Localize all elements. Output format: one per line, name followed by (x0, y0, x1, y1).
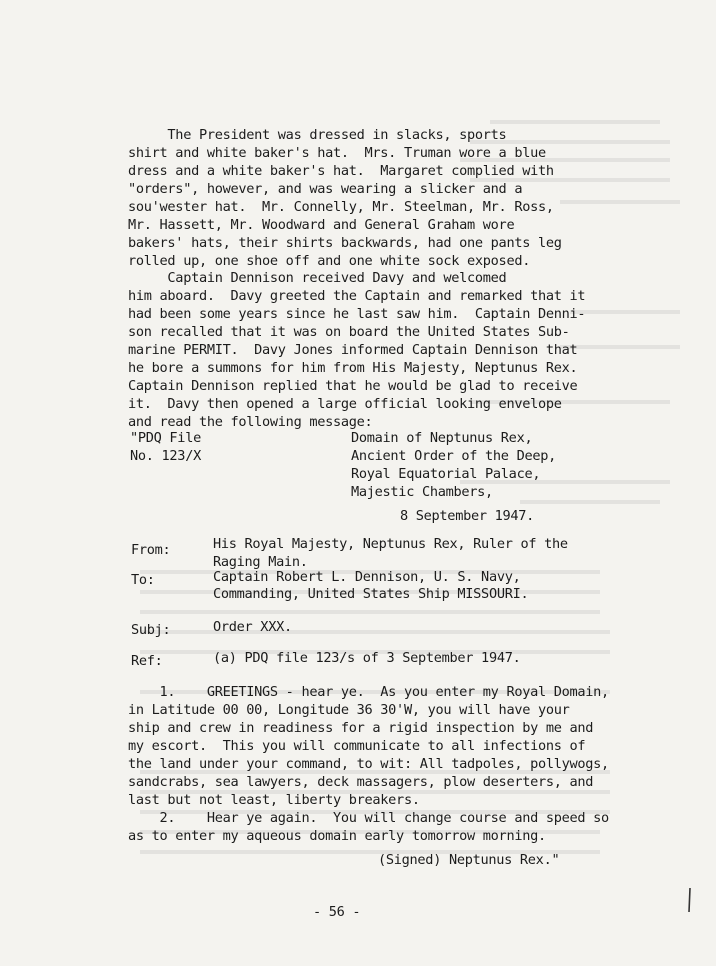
text-line: in Latitude 00 00, Longitude 36 30'W, you will have your (128, 702, 570, 718)
letter-date: 8 September 1947. (400, 508, 535, 524)
subject-value: Order XXX. (213, 619, 292, 635)
address-line: Domain of Neptunus Rex, (351, 430, 533, 446)
text-line: Captain Dennison replied that he would be glad to receive (128, 378, 578, 394)
address-line: Ancient Order of the Deep, (351, 448, 556, 464)
text-line: 1. GREETINGS - hear ye. As you enter my Royal Domain, (128, 684, 609, 700)
reference-label: Ref: (131, 653, 163, 669)
to-value-line: Captain Robert L. Dennison, U. S. Navy, (213, 569, 521, 585)
subject-label: Subj: (131, 622, 171, 638)
margin-mark (684, 886, 696, 916)
text-line: marine PERMIT. Davy Jones informed Captain Dennison that (128, 342, 578, 358)
text-line: son recalled that it was on board the United States Sub- (128, 324, 570, 340)
text-line: the land under your command, to wit: All tadpoles, pollywogs, (128, 756, 609, 772)
text-line: The President was dressed in slacks, sports (128, 127, 507, 143)
text-line: it. Davy then opened a large official looking envelope (128, 396, 562, 412)
text-line: he bore a summons for him from His Majesty, Neptunus Rex. (128, 360, 578, 376)
text-line: Mr. Hassett, Mr. Woodward and General Graham wore (128, 217, 515, 233)
text-line: ship and crew in readiness for a rigid inspection by me and (128, 720, 594, 736)
text-line: my escort. This you will communicate to all infections of (128, 738, 586, 754)
from-value-line: His Royal Majesty, Neptunus Rex, Ruler of the (213, 536, 568, 552)
text-line: and read the following message: (128, 414, 373, 430)
from-value-line: Raging Main. (213, 554, 308, 570)
reference-value: (a) PDQ file 123/s of 3 September 1947. (213, 650, 521, 666)
text-line: bakers' hats, their shirts backwards, had one pants leg (128, 235, 562, 251)
to-label: To: (131, 572, 155, 588)
text-line: rolled up, one shoe off and one white sock exposed. (128, 253, 531, 269)
text-line: sandcrabs, sea lawyers, deck massagers, plow deserters, and (128, 774, 594, 790)
text-line: sou'wester hat. Mr. Connelly, Mr. Steelman, Mr. Ross, (128, 199, 554, 215)
page-number: - 56 - (313, 904, 361, 920)
address-line: Royal Equatorial Palace, (351, 466, 541, 482)
text-line: shirt and white baker's hat. Mrs. Truman wore a blue (128, 145, 546, 161)
text-line: Captain Dennison received Davy and welcomed (128, 270, 507, 286)
file-ref-line: No. 123/X (130, 448, 201, 464)
to-value-line: Commanding, United States Ship MISSOURI. (213, 586, 529, 602)
signature: (Signed) Neptunus Rex." (378, 852, 560, 868)
from-label: From: (131, 542, 171, 558)
text-line: him aboard. Davy greeted the Captain and remarked that it (128, 288, 586, 304)
text-line: as to enter my aqueous domain early tomorrow morning. (128, 828, 546, 844)
text-line: last but not least, liberty breakers. (128, 792, 420, 808)
text-line: "orders", however, and was wearing a slicker and a (128, 181, 523, 197)
text-line: 2. Hear ye again. You will change course and speed so (128, 810, 609, 826)
text-line: had been some years since he last saw him. Captain Denni- (128, 306, 586, 322)
address-line: Majestic Chambers, (351, 484, 493, 500)
file-ref-line: "PDQ File (130, 430, 201, 446)
text-line: dress and a white baker's hat. Margaret complied with (128, 163, 554, 179)
